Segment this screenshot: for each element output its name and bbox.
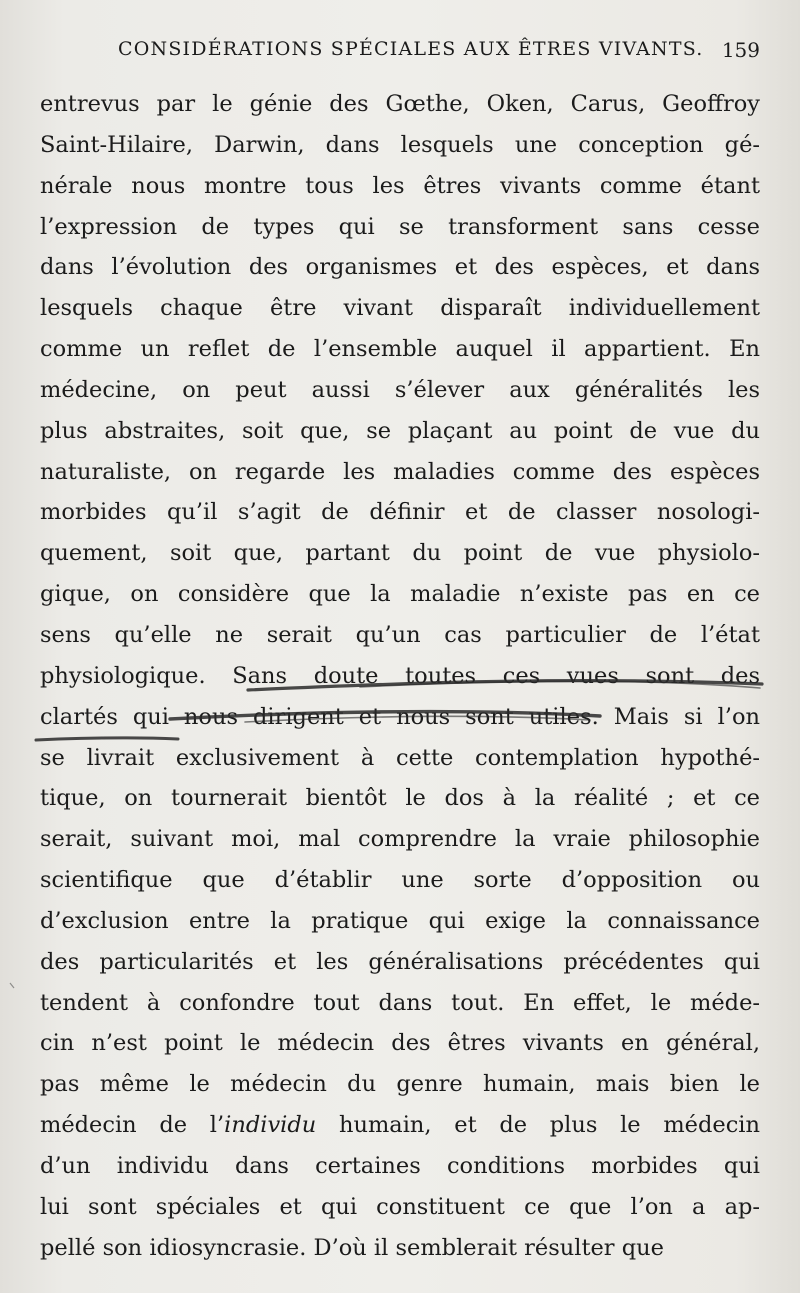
body-text: [40, 84, 760, 1268]
text-line: clartés qui nous dirigent et nous sont utiles. Mais si l’on: [40, 703, 760, 730]
page-number: 159: [721, 38, 760, 62]
margin-mark: [10, 983, 14, 988]
text-line: dans l’évolution des organismes et des espèces, et dans: [40, 254, 760, 281]
text-line: nérale nous montre tous les êtres vivants comme étant: [40, 172, 760, 199]
text-line-with-italic: [40, 1105, 760, 1146]
italic-word: individu: [224, 1112, 317, 1139]
text-line: des particularités et les généralisations précédentes qui: [40, 948, 760, 975]
text-line: l’expression de types qui se transforment sans cesse: [40, 213, 760, 240]
show-through-text: [60, 1272, 740, 1292]
text-line: quement, soit que, partant du point de vue physiolo-: [40, 540, 760, 567]
text-line: se livrait exclusivement à cette contemplation hypothé-: [40, 744, 760, 771]
running-head: CONSIDÉRATIONS SPÉCIALES AUX ÊTRES VIVANTS.: [118, 38, 704, 60]
text-line: morbides qu’il s’agit de définir et de classer nosologi-: [40, 499, 760, 526]
text-line: entrevus par le génie des Gœthe, Oken, Carus, Geoffroy: [40, 91, 760, 117]
text-line: pellé son idiosyncrasie. D’où il semblerait résulter que: [40, 1234, 664, 1261]
page-header: [118, 38, 760, 74]
text-line: plus abstraites, soit que, se plaçant au point de vue du: [40, 417, 760, 444]
text-line: lui sont spéciales et qui constituent ce que l’on a ap-: [40, 1193, 760, 1220]
text-line: tique, on tournerait bientôt le dos à la réalité ; et ce: [40, 785, 760, 812]
text-line: scientifique que d’établir une sorte d’opposition ou: [40, 867, 760, 894]
text-line: gique, on considère que la maladie n’existe pas en ce: [40, 581, 760, 608]
text-line: pas même le médecin du genre humain, mais bien le: [40, 1071, 760, 1098]
text-line: physiologique. Sans doute toutes ces vues sont des: [40, 662, 760, 689]
text-line: lesquels chaque être vivant disparaît individuellement: [40, 295, 760, 322]
text-line: serait, suivant moi, mal comprendre la vraie philosophie: [40, 826, 760, 853]
line-text-after: humain, et de plus le médecin: [316, 1112, 760, 1139]
text-line: cin n’est point le médecin des êtres vivants en général,: [40, 1030, 760, 1057]
text-line: d’exclusion entre la pratique qui exige la connaissance: [40, 907, 760, 934]
text-line: tendent à confondre tout dans tout. En effet, le méde-: [40, 989, 760, 1016]
text-line: Saint-Hilaire, Darwin, dans lesquels une conception gé-: [40, 131, 760, 158]
text-line: d’un individu dans certaines conditions morbides qui: [40, 1152, 760, 1179]
line-text-before: médecin de l’: [40, 1112, 225, 1139]
text-line: médecine, on peut aussi s’élever aux généralités les: [40, 376, 760, 403]
text-line: sens qu’elle ne serait qu’un cas particulier de l’état: [40, 621, 760, 648]
text-line: comme un reflet de l’ensemble auquel il appartient. En: [40, 336, 760, 363]
text-line: naturaliste, on regarde les maladies comme des espèces: [40, 458, 760, 485]
